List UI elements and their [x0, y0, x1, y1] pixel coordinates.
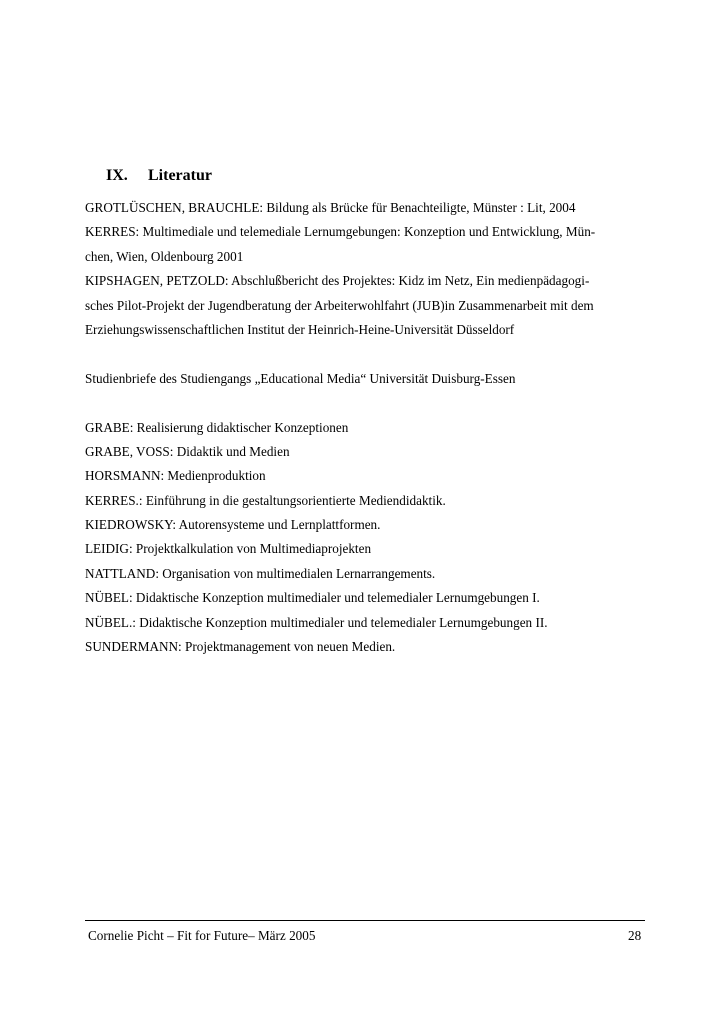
section-title: Literatur	[148, 167, 212, 184]
reference-line: KERRES: Multimediale und telemediale Lernumgebungen: Konzeption und Entwicklung, Mün-	[85, 224, 596, 240]
section-heading	[106, 167, 212, 185]
page-number: 28	[628, 928, 642, 943]
reference-line: chen, Wien, Oldenbourg 2001	[85, 248, 244, 264]
blank-line	[85, 342, 645, 366]
studienbriefe-intro: Studienbriefe des Studiengangs „Educational Media“ Universität Duisburg-Essen	[85, 370, 516, 386]
reference-line: NATTLAND: Organisation von multimedialen Lernarrangements.	[85, 565, 436, 581]
reference-line: SUNDERMANN: Projektmanagement von neuen Medien.	[85, 639, 396, 655]
reference-list	[85, 196, 645, 659]
reference-line: GRABE: Realisierung didaktischer Konzeptionen	[85, 419, 349, 435]
reference-line: NÜBEL: Didaktische Konzeption multimedialer und telemedialer Lernumgebungen I.	[85, 590, 540, 606]
reference-line: KIEDROWSKY: Autorensysteme und Lernplattformen.	[85, 517, 381, 533]
section-number: IX.	[106, 167, 128, 184]
reference-line: GROTLÜSCHEN, BRAUCHLE: Bildung als Brücke für Benachteiligte, Münster : Lit, 2004	[85, 200, 576, 215]
reference-line: Erziehungswissenschaftlichen Institut der Heinrich-Heine-Universität Düsseldorf	[85, 321, 515, 337]
reference-line: GRABE, VOSS: Didaktik und Medien	[85, 443, 290, 459]
reference-line: sches Pilot-Projekt der Jugendberatung der Arbeiterwohlfahrt (JUB)in Zusammenarbeit mit dem	[85, 297, 594, 313]
blank-line	[85, 391, 645, 415]
reference-line: KERRES.: Einführung in die gestaltungsorientierte Mediendidaktik.	[85, 492, 446, 508]
reference-line: LEIDIG: Projektkalkulation von Multimediaprojekten	[85, 541, 372, 557]
reference-line: HORSMANN: Medienproduktion	[85, 468, 266, 484]
footer-divider	[85, 920, 645, 921]
footer-author: Cornelie Picht – Fit for Future– März 2005	[88, 928, 316, 943]
reference-line: NÜBEL.: Didaktische Konzeption multimedialer und telemedialer Lernumgebungen II.	[85, 614, 548, 630]
reference-line: KIPSHAGEN, PETZOLD: Abschlußbericht des Projektes: Kidz im Netz, Ein medienpädagogi-	[85, 273, 590, 289]
